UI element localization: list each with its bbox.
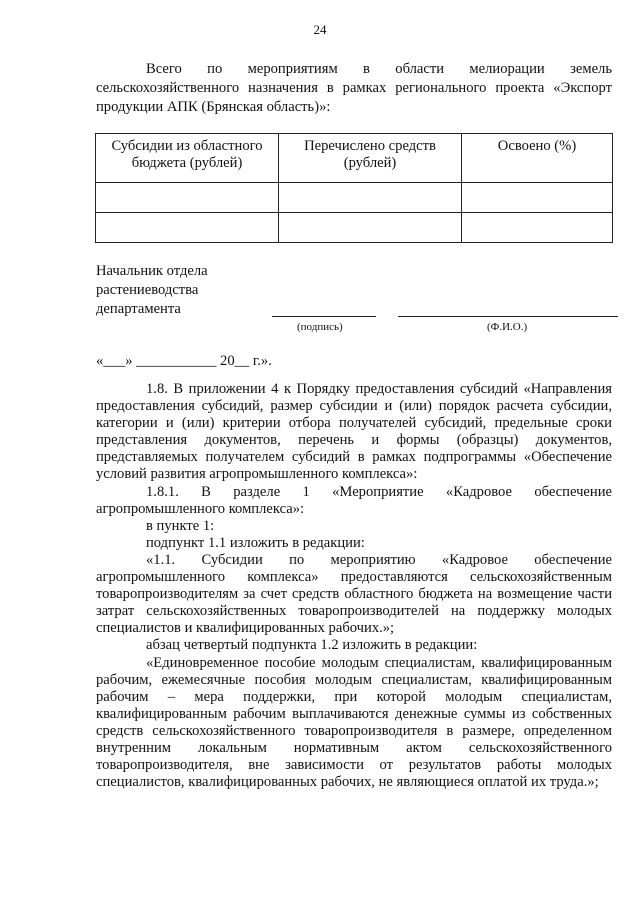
- table-cell: [462, 213, 613, 243]
- header-subsidies: Субсидии из областного бюджета (рублей): [96, 134, 279, 183]
- table-row: [96, 183, 613, 213]
- paragraph: «Единовременное пособие молодым специалистам, квалифицированным рабочим, ежемесячные пособия молодым специалистам, квалифицированным рабочим – мера поддержки, при которой молодым специалистам, квалифицированным рабочим выплачиваются денежные суммы из собственных средств сельскохозяйственного товаропроизводителя в размере, определенном внутренним локальным нормативным актом сельскохозяйственного товаропроизводителя, вне зависимости от результатов работы молодых специалистов, квалифицированных рабочих, не являющиеся оплатой их труда.»;: [96, 654, 612, 791]
- position-line: растениеводства: [96, 282, 199, 298]
- name-line: [398, 316, 618, 317]
- intro-text: Всего по мероприятиям в области мелиорации земель сельскохозяйственного назначения в рамках регионального проекта «Экспорт продукции АПК (Брянская область)»:: [96, 61, 612, 115]
- table-header-row: [96, 134, 613, 183]
- summary-table: [95, 133, 613, 243]
- paragraph: подпункт 1.1 изложить в редакции:: [146, 534, 365, 551]
- header-used: Освоено (%): [462, 134, 613, 183]
- signature-line: [272, 316, 376, 317]
- date-line: «___» ___________ 20__ г.».: [96, 353, 272, 369]
- paragraph: «1.1. Субсидии по мероприятию «Кадровое обеспечение агропромышленного комплекса» предоставляются сельскохозяйственным товаропроизводителям за счет средств областного бюджета на возмещение части затрат сельскохозяйственных товаропроизводителей на поддержку молодых специалистов и квалифицированных рабочих.»;: [96, 551, 612, 637]
- table-cell: [462, 183, 613, 213]
- table-cell: [279, 183, 462, 213]
- amendment-text: [96, 381, 612, 791]
- position-line: департамента: [96, 301, 181, 317]
- name-caption: (Ф.И.О.): [487, 321, 528, 333]
- signatory-position: [96, 262, 208, 319]
- table-row: [96, 213, 613, 243]
- page-number: 24: [313, 22, 327, 37]
- table-cell: [96, 213, 279, 243]
- paragraph: 1.8.1. В разделе 1 «Мероприятие «Кадровое обеспечение агропромышленного комплекса»:: [96, 483, 612, 517]
- intro-paragraph: [96, 60, 612, 117]
- paragraph: в пункте 1:: [146, 517, 215, 534]
- signature-caption: (подпись): [297, 321, 343, 333]
- position-line: Начальник отдела: [96, 263, 208, 279]
- paragraph: абзац четвертый подпункта 1.2 изложить в редакции:: [146, 637, 478, 654]
- header-transferred: Перечислено средств (рублей): [279, 134, 462, 183]
- table-cell: [96, 183, 279, 213]
- paragraph: 1.8. В приложении 4 к Порядку предоставления субсидий «Направления предоставления субсидий, размер субсидии и (или) порядок расчета субсидии, категории и (или) критерии отбора получателей субсидий, предельные сроки представления документов, перечень и формы (образцы) документов, представляемых получателем субсидий в рамках подпрограммы «Обеспечение условий развития агропромышленного комплекса»:: [96, 381, 612, 483]
- table-cell: [279, 213, 462, 243]
